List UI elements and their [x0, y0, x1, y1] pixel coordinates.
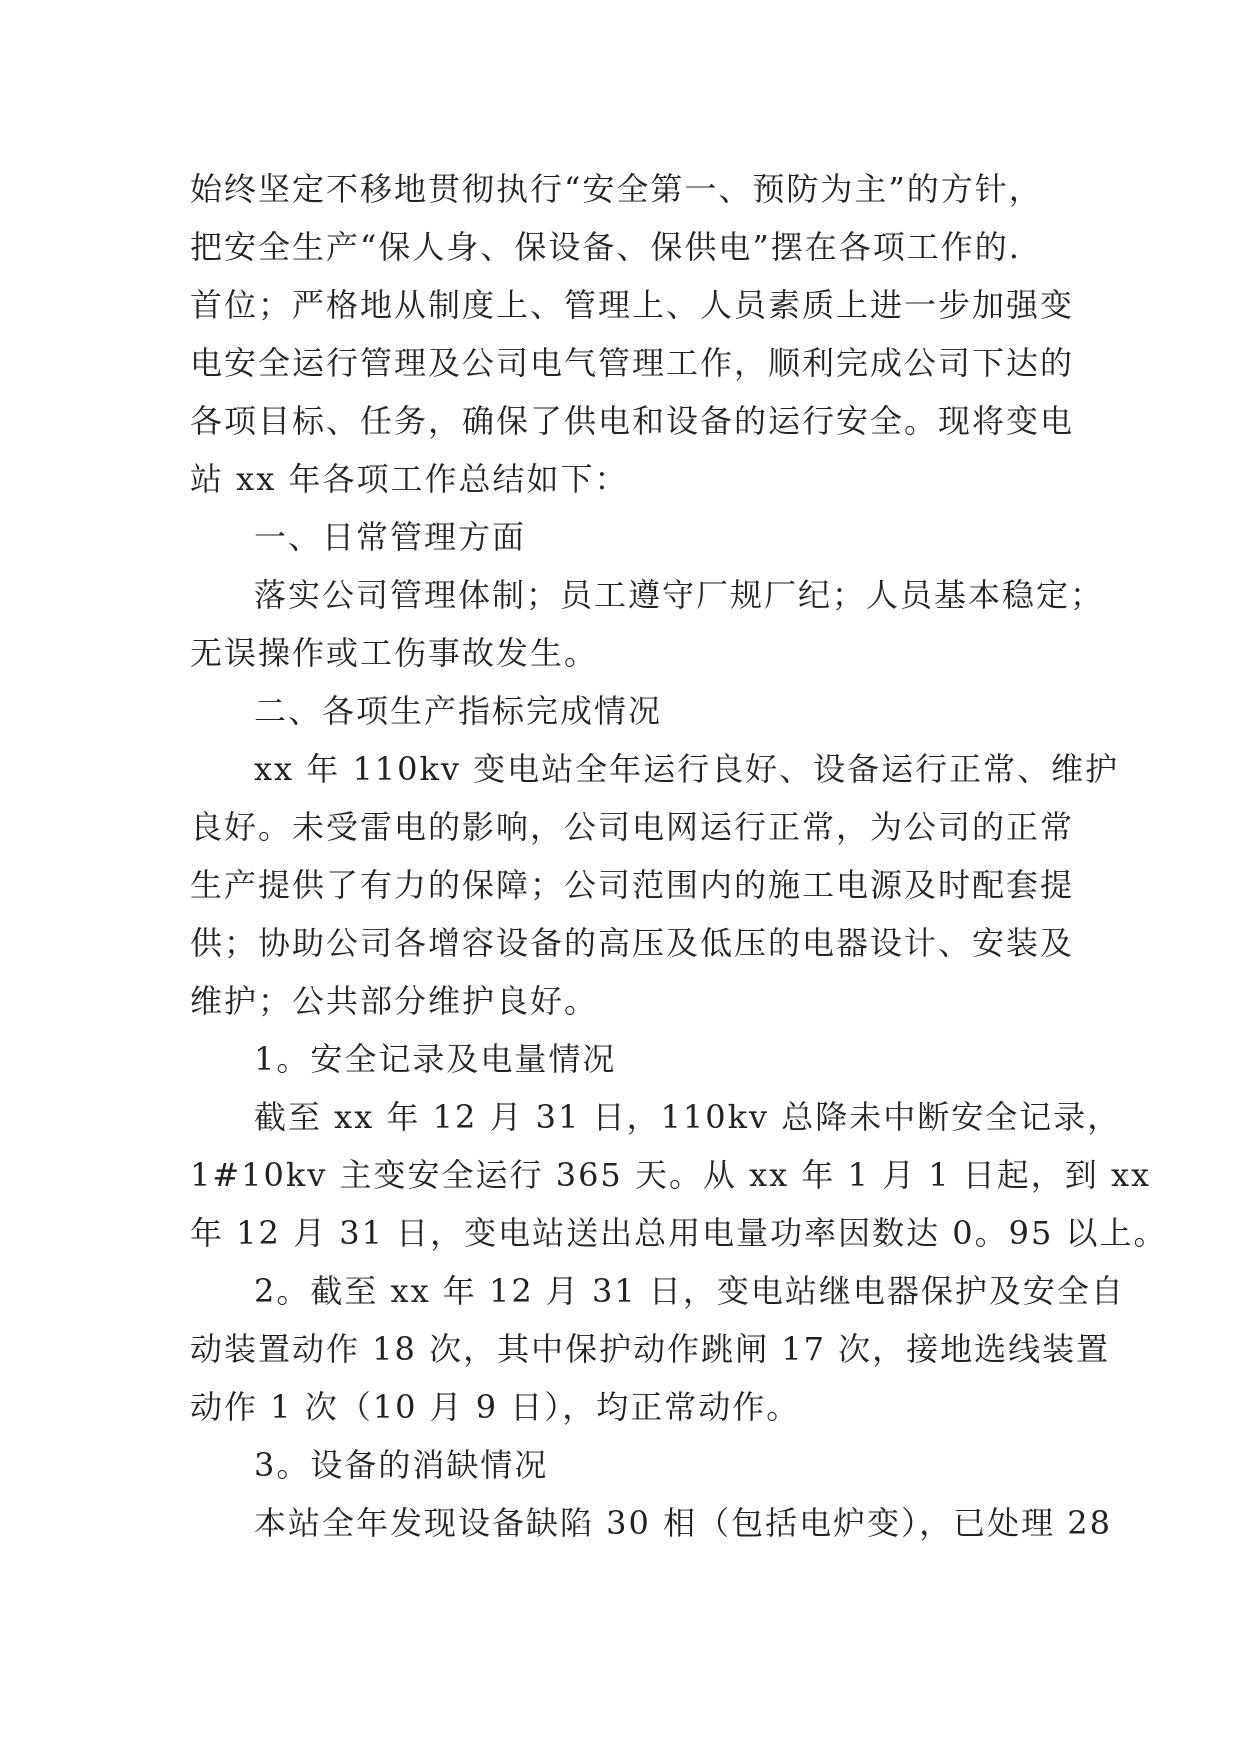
- body-text-line: 本站全年发现设备缺陷 30 相（包括电炉变），已处理 28: [254, 1504, 1112, 1542]
- body-text-line: 动作 1 次（10 月 9 日），均正常动作。: [190, 1388, 801, 1426]
- body-text-line: 电安全运行管理及公司电气管理工作，顺利完成公司下达的: [190, 344, 1075, 382]
- body-text-line: 始终坚定不移地贯彻执行“安全第一、预防为主”的方针，: [190, 170, 1043, 208]
- document-body: [190, 160, 1168, 1552]
- body-text-line: 首位；严格地从制度上、管理上、人员素质上进一步加强变: [190, 286, 1075, 324]
- body-text-line: 良好。未受雷电的影响，公司电网运行正常，为公司的正常: [190, 808, 1075, 846]
- section-heading: 一、日常管理方面: [254, 518, 527, 556]
- body-text-line: 生产提供了有力的保障；公司范围内的施工电源及时配套提: [190, 866, 1075, 904]
- body-text-line: 维护；公共部分维护良好。: [190, 982, 599, 1020]
- body-text-line: xx 年 110kv 变电站全年运行良好、设备运行正常、维护: [254, 750, 1120, 788]
- body-text-line: 站 xx 年各项工作总结如下：: [190, 460, 629, 498]
- body-text-line: 年 12 月 31 日，变电站送出总用电量功率因数达 0。95 以上。: [190, 1214, 1168, 1252]
- body-text-line: 把安全生产“保人身、保设备、保供电”摆在各项工作的.: [190, 228, 1021, 266]
- body-text-line: 截至 xx 年 12 月 31 日，110kv 总降未中断安全记录，: [254, 1098, 1122, 1136]
- body-text-line: 1#10kv 主变安全运行 365 天。从 xx 年 1 月 1 日起，到 xx: [190, 1156, 1152, 1194]
- body-text-line: 供；协助公司各增容设备的高压及低压的电器设计、安装及: [190, 924, 1075, 962]
- body-text-line: 2。截至 xx 年 12 月 31 日，变电站继电器保护及安全自: [254, 1272, 1125, 1310]
- subsection-heading: 1。安全记录及电量情况: [254, 1040, 617, 1078]
- body-text-line: 落实公司管理体制；员工遵守厂规厂纪；人员基本稳定；: [254, 576, 1105, 614]
- body-text-line: 各项目标、任务，确保了供电和设备的运行安全。现将变电: [190, 402, 1075, 440]
- body-text-line: 动装置动作 18 次，其中保护动作跳闸 17 次，接地选线装置: [190, 1330, 1111, 1368]
- subsection-heading: 3。设备的消缺情况: [254, 1446, 549, 1484]
- section-heading: 二、各项生产指标完成情况: [254, 692, 663, 730]
- body-text-line: 无误操作或工伤事故发生。: [190, 634, 599, 672]
